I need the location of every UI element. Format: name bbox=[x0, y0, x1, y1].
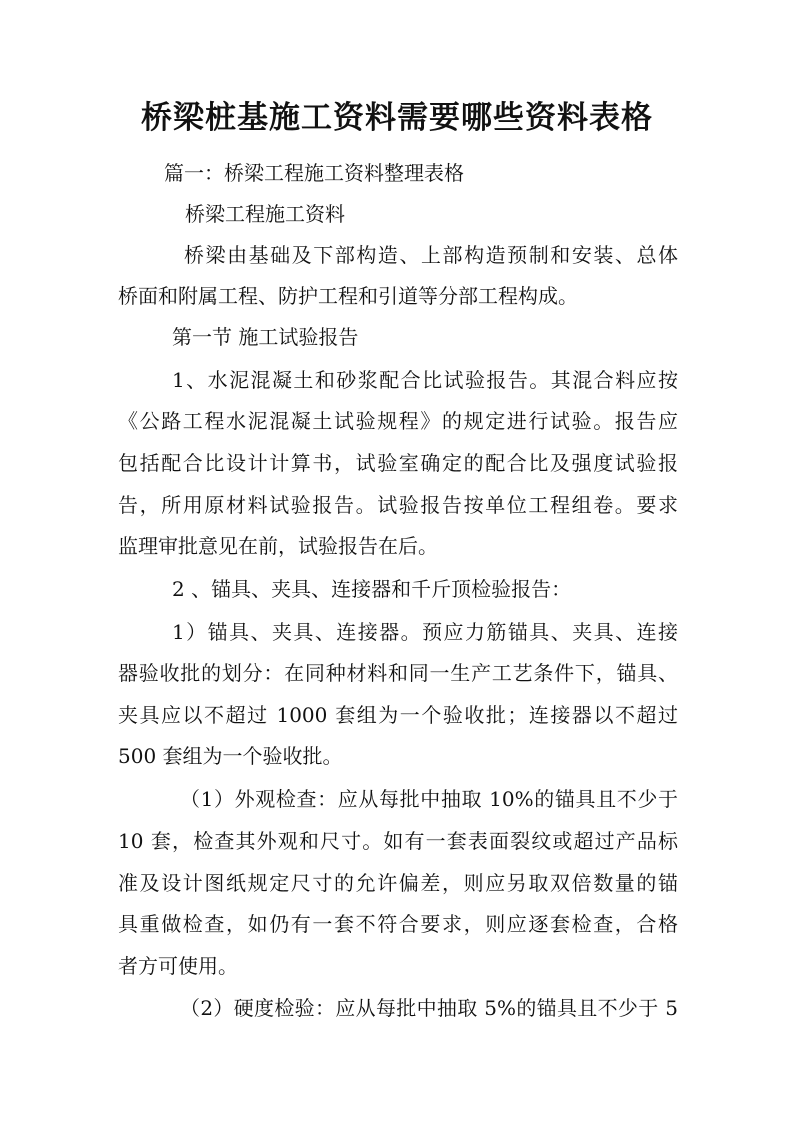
subsection-heading-anchorage: 2 、锚具、夹具、连接器和千斤顶检验报告： bbox=[172, 577, 572, 601]
document-title: 桥梁桩基施工资料需要哪些资料表格 bbox=[141, 100, 653, 136]
paragraph-line: 者方可使用。 bbox=[118, 954, 238, 978]
paragraph-line: 告，所用原材料试验报告。试验报告按单位工程组卷。要求 bbox=[118, 493, 678, 517]
paragraph-line: 1）锚具、夹具、连接器。预应力筋锚具、夹具、连接 bbox=[172, 620, 678, 644]
paragraph-line: 10 套，检查其外观和尺寸。如有一套表面裂纹或超过产品标 bbox=[118, 829, 678, 853]
paragraph-line: 1、水泥混凝土和砂浆配合比试验报告。其混合料应按 bbox=[172, 368, 678, 392]
paragraph-line: 夹具应以不超过 1000 套组为一个验收批；连接器以不超过 bbox=[118, 703, 678, 727]
paragraph-line: 包括配合比设计计算书，试验室确定的配合比及强度试验报 bbox=[118, 451, 678, 475]
paragraph-line: 《公路工程水泥混凝土试验规程》的规定进行试验。报告应 bbox=[118, 409, 678, 433]
paragraph-line: 监理审批意见在前，试验报告在后。 bbox=[118, 534, 438, 558]
paragraph-line: 器验收批的划分：在同种材料和同一生产工艺条件下，锚具、 bbox=[118, 661, 678, 685]
paragraph-line: 准及设计图纸规定尺寸的允许偏差，则应另取双倍数量的锚 bbox=[118, 871, 678, 895]
paragraph-line: （1）外观检查：应从每批中抽取 10%的锚具且不少于 bbox=[180, 787, 678, 811]
paragraph-line: 500 套组为一个验收批。 bbox=[118, 744, 343, 768]
section-heading-test-reports: 第一节 施工试验报告 bbox=[172, 325, 359, 349]
paragraph-line: 桥面和附属工程、防护工程和引道等分部工程构成。 bbox=[118, 284, 578, 308]
paragraph-line: （2）硬度检验：应从每批中抽取 5%的锚具且不少于 5 bbox=[180, 996, 678, 1020]
paragraph-line: 具重做检查，如仍有一套不符合要求，则应逐套检查，合格 bbox=[118, 912, 678, 936]
subheading-bridge-materials: 桥梁工程施工资料 bbox=[185, 202, 345, 226]
paragraph-line: 桥梁由基础及下部构造、上部构造预制和安装、总体 bbox=[184, 243, 678, 267]
section-heading-part-one: 篇一：桥梁工程施工资料整理表格 bbox=[164, 161, 464, 185]
